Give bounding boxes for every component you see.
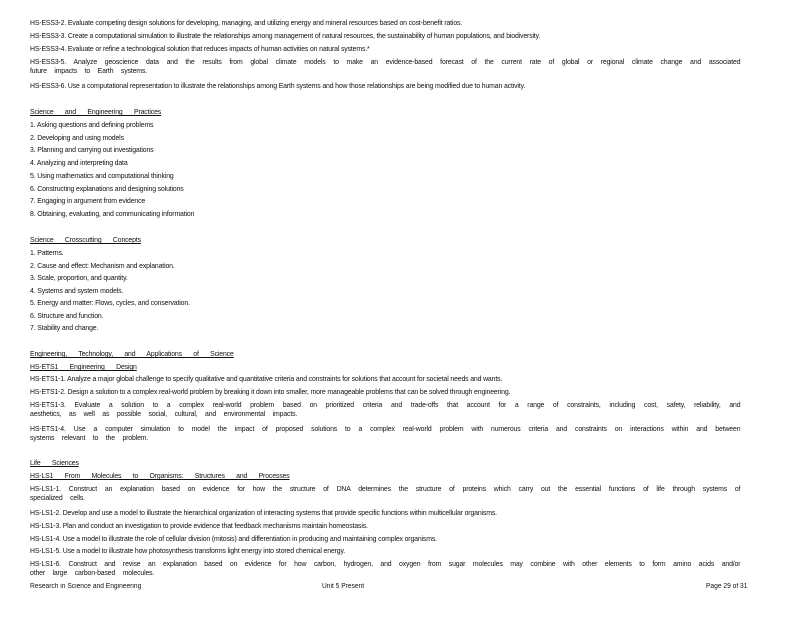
ls-item: HS-LS1-1. Construct an explanation based on evidence for how the structure of DNA determines the structure of proteins which carry out the essential functions of life through systems of specialized cells.	[30, 484, 741, 502]
practice-item: 3. Planning and carrying out investigations	[30, 145, 154, 154]
ets-item: HS-ETS1-3. Evaluate a solution to a complex real-world problem based on prioritized criteria and trade-offs that account for a range of constraints, including cost, safety, reliability, and aesthetics, as well as possible social, cultural, and environmental impacts.	[30, 400, 741, 418]
concept-item: 7. Stability and change.	[30, 323, 99, 332]
ess-item: HS-ESS3-5. Analyze geoscience data and the results from global climate models to make an evidence-based forecast of the current rate of global or regional climate change and associated future impacts to Earth systems.	[30, 57, 741, 75]
footer-left: Research in Science and Engineering	[30, 583, 142, 590]
concept-item: 3. Scale, proportion, and quantity.	[30, 273, 128, 282]
practice-item: 1. Asking questions and defining problems	[30, 120, 154, 129]
footer-page-number: Page 29 of 31	[706, 583, 748, 590]
practice-item: 4. Analyzing and interpreting data	[30, 158, 128, 167]
ls-item: HS-LS1-5. Use a model to illustrate how photosynthesis transforms light energy into stored chemical energy.	[30, 546, 346, 555]
ets-item: HS-ETS1-4. Use a computer simulation to model the impact of proposed solutions to a complex real-world problem with numerous criteria and constraints on interactions within and between systems relevant to the problem.	[30, 424, 741, 442]
ls-item: HS-LS1-3. Plan and conduct an investigation to provide evidence that feedback mechanisms maintain homeostasis.	[30, 521, 368, 530]
ls-item: HS-LS1-4. Use a model to illustrate the role of cellular division (mitosis) and differentiation in producing and maintaining complex organisms.	[30, 534, 437, 543]
practice-item: 2. Developing and using models	[30, 133, 124, 142]
ets-subheading: HS-ETS1 Engineering Design	[30, 362, 137, 371]
practice-item: 7. Engaging in argument from evidence	[30, 196, 146, 205]
ls-item: HS-LS1-6. Construct and revise an explanation based on evidence for how carbon, hydrogen, and oxygen from sugar molecules may combine with other elements to form amino acids and/or other large carbon-based molecules.	[30, 559, 741, 577]
ls-heading: Life Sciences	[30, 458, 79, 467]
ets-item: HS-ETS1-1. Analyze a major global challenge to specify qualitative and quantitative criteria and constraints for solutions that account for societal needs and wants.	[30, 374, 503, 383]
ets-item: HS-ETS1-2. Design a solution to a complex real-world problem by breaking it down into smaller, more manageable problems that can be solved through engineering.	[30, 387, 511, 396]
practice-item: 8. Obtaining, evaluating, and communicating information	[30, 209, 195, 218]
ess-item: HS-ESS3-2. Evaluate competing design solutions for developing, managing, and utilizing energy and mineral resources based on cost-benefit ratios.	[30, 18, 463, 27]
concept-item: 5. Energy and matter: Flows, cycles, and conservation.	[30, 298, 190, 307]
ets-heading: Engineering, Technology, and Applications of Science	[30, 349, 234, 358]
concept-item: 4. Systems and system models.	[30, 286, 124, 295]
ess-item: HS-ESS3-3. Create a computational simulation to illustrate the relationships among management of natural resources, the sustainability of human populations, and biodiversity.	[30, 31, 541, 40]
practices-heading: Science and Engineering Practices	[30, 107, 162, 116]
ess-item: HS-ESS3-4. Evaluate or refine a technological solution that reduces impacts of human activities on natural systems.*	[30, 44, 370, 53]
concept-item: 6. Structure and function.	[30, 311, 104, 320]
concept-item: 1. Patterns.	[30, 248, 64, 257]
concept-item: 2. Cause and effect: Mechanism and explanation.	[30, 261, 175, 270]
ess-item: HS-ESS3-6. Use a computational representation to illustrate the relationships among Earth systems and how those relationships are being modified due to human activity.	[30, 81, 526, 90]
concepts-heading: Science Crosscutting Concepts	[30, 235, 141, 244]
ls-item: HS-LS1-2. Develop and use a model to illustrate the hierarchical organization of interacting systems that provide specific functions within multicellular organisms.	[30, 508, 497, 517]
ls-subheading: HS-LS1 From Molecules to Organisms: Structures and Processes	[30, 471, 290, 480]
practice-item: 5. Using mathematics and computational thinking	[30, 171, 174, 180]
footer-center: Unit 5 Present	[322, 583, 365, 590]
practice-item: 6. Constructing explanations and designing solutions	[30, 184, 184, 193]
